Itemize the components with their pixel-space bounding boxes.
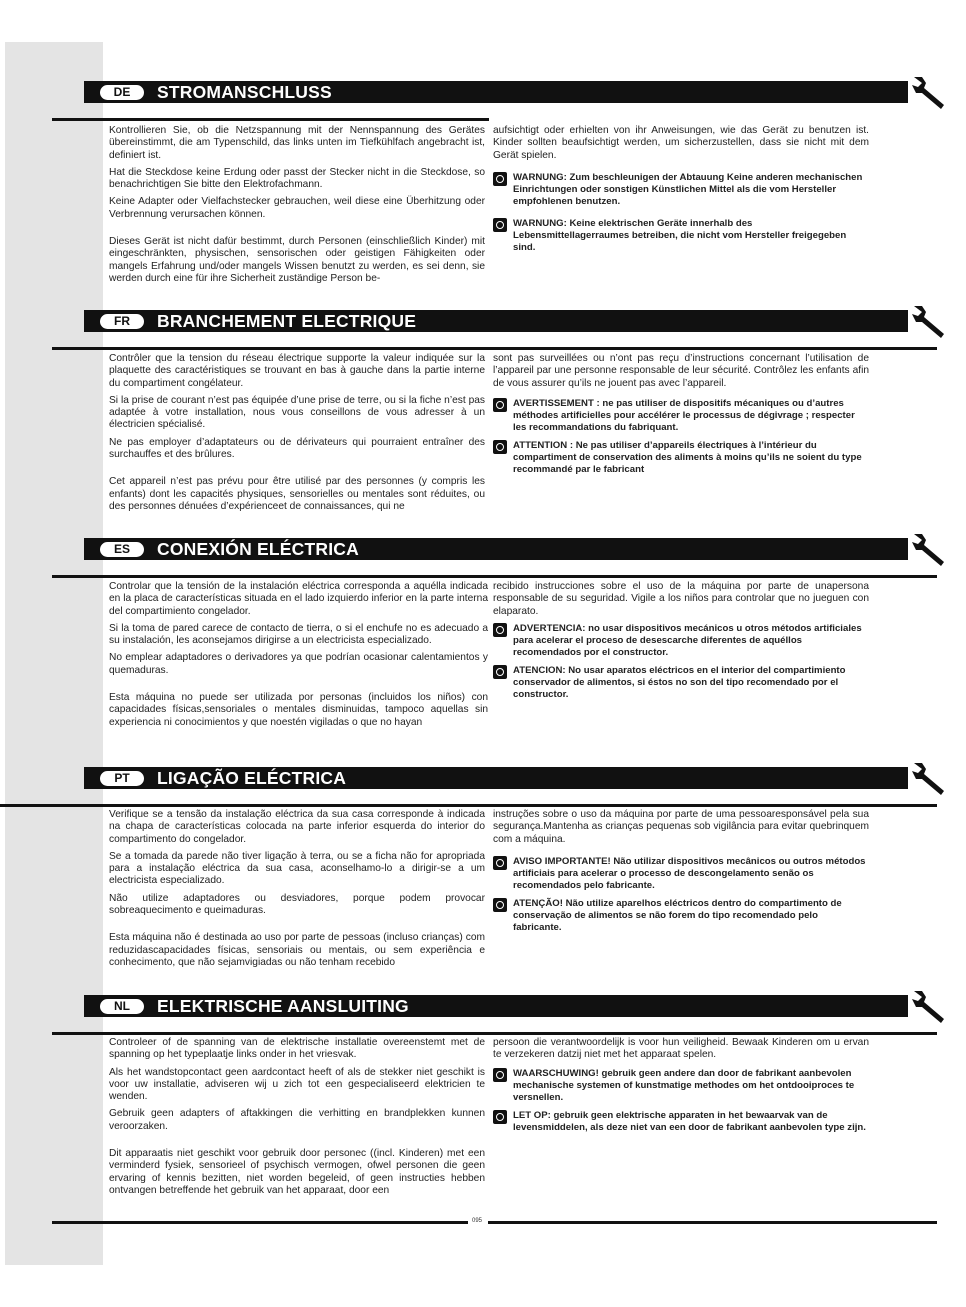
footer-code: 095 — [472, 1218, 483, 1224]
right-column — [493, 1037, 869, 1140]
left-column — [109, 1037, 485, 1202]
section-fr — [0, 310, 954, 535]
wrench-icon — [908, 71, 952, 115]
left-column — [109, 809, 485, 974]
warning-icon — [493, 172, 507, 186]
paragraph: Esta máquina não é destinada ao uso por parte de pessoas (incluso crianças) com reduzidascapacidades físicas, sensoriais ou mentais, ou sem experiência e conhecimento, que não sejamvigiadas ou não tenham recebido — [109, 932, 485, 968]
warning-text: WARNUNG: Keine elektrischen Geräte innerhalb des Lebensmittellagerraumes betreiben, die nicht vom Hersteller freigegeben sind. — [513, 217, 847, 253]
language-badge: DE — [100, 85, 144, 100]
paragraph: Se a tomada da parede não tiver ligação à terra, ou se a ficha não for apropriada para a instalação eléctrica da sua casa, aconselhamo-lo a dirigir-se a um electricista especializado. — [109, 850, 485, 887]
warning-text: ADVERTENCIA: no usar dispositivos mecánicos u otros métodos artificiales para acelerar el proceso de desescarche diferentes de aquéllos recomendados por el constructor. — [513, 622, 862, 658]
warning-icon — [493, 665, 507, 679]
warning-note — [493, 856, 869, 892]
wrench-icon — [908, 985, 952, 1029]
section-rule — [52, 575, 937, 578]
page-number: 21 — [954, 85, 966, 97]
paragraph: Cet appareil n’est pas prévu pour être utilisé par des personnes (y compris les enfants) dont les capacités physiques, sensorielles ou mentales sont réduites, ou des personnes dénuées d’expérienceet de connaissances, qui ne — [109, 476, 485, 512]
section-nl — [0, 995, 954, 1225]
paragraph: Kontrollieren Sie, ob die Netzspannung mit der Nennspannung des Gerätes übereinstimmt, die am Typenschild, das links unten im Tiefkühlfach angebracht ist, definiert ist. — [109, 125, 485, 161]
right-column — [493, 809, 869, 940]
language-badge: FR — [100, 314, 144, 329]
warning-text: WAARSCHUWING! gebruik geen andere dan door de fabrikant aanbevolen mechanische systemen of kunstmatige methodes om het ontdooiproces te versnellen. — [513, 1067, 855, 1103]
section-header-bar — [84, 995, 937, 1017]
paragraph: Controlar que la tensión de la instalación eléctrica corresponda a aquélla indicada en la placa de características situada en el lado izquierdo inferior en la parte interna del compartimiento congelador. — [109, 581, 488, 617]
warning-note — [493, 665, 869, 701]
section-title: CONEXIÓN ELÉCTRICA — [157, 539, 359, 559]
paragraph: recibido instrucciones sobre el uso de la máquina por parte de unapersona responsable de su seguridad. Vigile a los niños para controlar que no jueguen con elaparato. — [493, 581, 869, 617]
warning-icon — [493, 1068, 507, 1082]
warning-note — [493, 1068, 869, 1104]
section-title: ELEKTRISCHE AANSLUITING — [157, 996, 409, 1016]
left-column — [109, 125, 485, 290]
section-rule — [0, 804, 937, 807]
paragraph: Si la prise de courant n’est pas équipée d’une prise de terre, ou si la fiche n’est pas adaptée à votre installation, nous vous conseillons de vous adresser à un électricien spécialisé. — [109, 394, 485, 431]
section-rule — [52, 1032, 937, 1035]
bottom-rule-right — [488, 1221, 937, 1224]
paragraph: persoon die verantwoordelijk is voor hun veiligheid. Bewaak Kinderen om u ervan te verzekeren datzij niet met het apparaat spelen. — [493, 1037, 869, 1061]
warning-text: LET OP: gebruik geen elektrische apparaten in het bewaarvak van de levensmiddelen, als deze niet van een door de fabrikant aanbevolen type zijn. — [513, 1109, 866, 1133]
section-rule — [52, 347, 937, 350]
warning-text: ATENÇÃO! Não utilize aparelhos eléctricos dentro do compartimento de conservação de alimentos se não forem do tipo recomendado pelo fabricante. — [513, 897, 842, 933]
warning-note — [493, 398, 869, 434]
left-column — [109, 353, 485, 518]
warning-note — [493, 898, 869, 934]
paragraph: Als het wandstopcontact geen aardcontact heeft of als de stekker niet geschikt is voor uw installatie, adviseren wij u zich tot een gespecialiseerd elektricien te wenden. — [109, 1066, 485, 1103]
warning-text: AVISO IMPORTANTE! Não utilizar dispositivos mecânicos ou outros métodos artificiais para acelerar o processo de descongelamento senão os recomendados pelo fabricante. — [513, 855, 866, 891]
language-badge: ES — [100, 542, 144, 557]
warning-note — [493, 440, 869, 476]
bottom-rule-left — [52, 1221, 468, 1224]
right-column — [493, 353, 869, 482]
paragraph: Hat die Steckdose keine Erdung oder passt der Stecker nicht in die Steckdose, so benachrichtigen Sie bitte den Elektrofachmann. — [109, 166, 485, 191]
warning-icon — [493, 856, 507, 870]
paragraph: Gebruik geen adapters of aftakkingen die verhitting en brandplekken kunnen veroorzaken. — [109, 1108, 485, 1132]
left-column — [109, 581, 488, 734]
warning-text: WARNUNG: Zum beschleunigen der Abtauung Keine anderen mechanischen Einrichtungen oder sonstigen Künstlichen Mittel als die vom Hersteller empfohlenen benutzen. — [513, 171, 863, 207]
section-header-bar — [84, 767, 937, 789]
wrench-icon — [908, 757, 952, 801]
warning-note — [493, 1110, 869, 1134]
paragraph: aufsichtigt oder erhielten von ihr Anweisungen, wie das Gerät zu benutzen ist. Kinder sollten beaufsichtigt werden, um sicherzustellen, dass sie nicht mit dem Gerät spielen. — [493, 125, 869, 161]
section-header-bar — [84, 310, 937, 332]
section-header-bar — [84, 81, 966, 103]
section-header-bar — [84, 538, 937, 560]
section-de — [0, 81, 966, 306]
warning-note — [493, 172, 869, 208]
paragraph: No emplear adaptadores o derivadores ya que podrían ocasionar calentamientos y quemaduras. — [109, 652, 488, 676]
language-badge: PT — [100, 771, 144, 786]
section-es — [0, 538, 954, 763]
section-rule — [52, 118, 489, 121]
section-title: BRANCHEMENT ELECTRIQUE — [157, 311, 417, 331]
warning-icon — [493, 218, 507, 232]
warning-note — [493, 623, 869, 659]
warning-icon — [493, 623, 507, 637]
paragraph: Esta máquina no puede ser utilizada por personas (incluidos los niños) con capacidades físicas,sensoriales o mentales disminuidas, tampoco aquellas sin experiencia ni conocimientos y que noestén vigiladas o que no hayan — [109, 692, 488, 728]
paragraph: sont pas surveillées ou n’ont pas reçu d’instructions concernant l’utilisation de l’appareil par une personne responsable de leur sécurité. Contrôlez les enfants afin de vous assurer qu’ils ne jouent pas avec l’appareil. — [493, 353, 869, 389]
paragraph: Dit apparaatis niet geschikt voor gebruik door personec ((incl. Kinderen) met een verminderd fysiek, sensorieel of psychisch vermogen, ofwel personen die geen ervaring of kennis bezitten, niet worden begeleid, of geen instructies hebben ontvangen betreffende het gebruik van het apparaat, door een — [109, 1148, 485, 1196]
right-column — [493, 581, 869, 707]
wrench-icon — [908, 300, 952, 344]
paragraph: Keine Adapter oder Vielfachstecker gebrauchen, weil diese eine Überhitzung oder Verbrennung verursachen können. — [109, 196, 485, 220]
right-column — [493, 125, 869, 260]
section-pt — [0, 767, 954, 992]
language-badge: NL — [100, 999, 144, 1014]
section-title: STROMANSCHLUSS — [157, 82, 332, 102]
section-title: LIGAÇÃO ELÉCTRICA — [157, 768, 347, 788]
paragraph: Contrôler que la tension du réseau électrique supporte la valeur indiquée sur la plaquette des caractéristiques se trouvant en bas à gauche dans la partie interne du compartiment congélateur. — [109, 353, 485, 389]
paragraph: Si la toma de pared carece de contacto de tierra, o si el enchufe no es adecuado a su instalación, les aconsejamos dirigirse a un electricista especializado. — [109, 622, 488, 647]
paragraph: Ne pas employer d’adaptateurs ou de dérivateurs qui pourraient entraîner des surchauffes et des brûlures. — [109, 436, 485, 461]
paragraph: Verifique se a tensão da instalação eléctrica da sua casa corresponde à indicada na chapa de características colocada na parte inferior esquerda do interior do compartimento do congelador. — [109, 809, 485, 845]
paragraph: Dieses Gerät ist nicht dafür bestimmt, durch Personen (einschließlich Kinder) mit eingeschränkten, physischen, sensorischen oder geistigen Fähigkeiten oder mangels Erfahrung und/oder mangels Wissen benutzt zu werden, es sei denn, sie werden durch eine für ihre Sicherheit zuständige Person be- — [109, 236, 485, 284]
warning-text: AVERTISSEMENT : ne pas utiliser de dispositifs mécaniques ou d’autres méthodes artificielles pour accélérer le processus de dégivrage ; respecter les recommandations du fabriquant. — [513, 397, 855, 433]
wrench-icon — [908, 528, 952, 572]
warning-icon — [493, 1110, 507, 1124]
paragraph: instruções sobre o uso da máquina por parte de uma pessoaresponsável pela sua segurança.Mantenha as crianças pequenas sob vigilância para evitar quebrinquem com a máquina. — [493, 809, 869, 845]
warning-icon — [493, 398, 507, 412]
warning-note — [493, 218, 869, 254]
paragraph: Não utilize adaptadores ou desviadores, porque podem provocar sobreaquecimento e queimaduras. — [109, 892, 485, 917]
warning-icon — [493, 898, 507, 912]
warning-icon — [493, 440, 507, 454]
warning-text: ATENCION: No usar aparatos eléctricos en el interior del compartimiento conservador de alimentos, si éstos no son del tipo recomendado por el constructor. — [513, 664, 846, 700]
paragraph: Controleer of de spanning van de elektrische installatie overeenstemt met de spanning op het typeplaatje links onder in het vriesvak. — [109, 1037, 485, 1061]
warning-text: ATTENTION : Ne pas utiliser d’appareils électriques à l’intérieur du compartiment de conservation des aliments à moins qu’ils ne soient du type recommandé par le fabricant — [513, 439, 862, 475]
